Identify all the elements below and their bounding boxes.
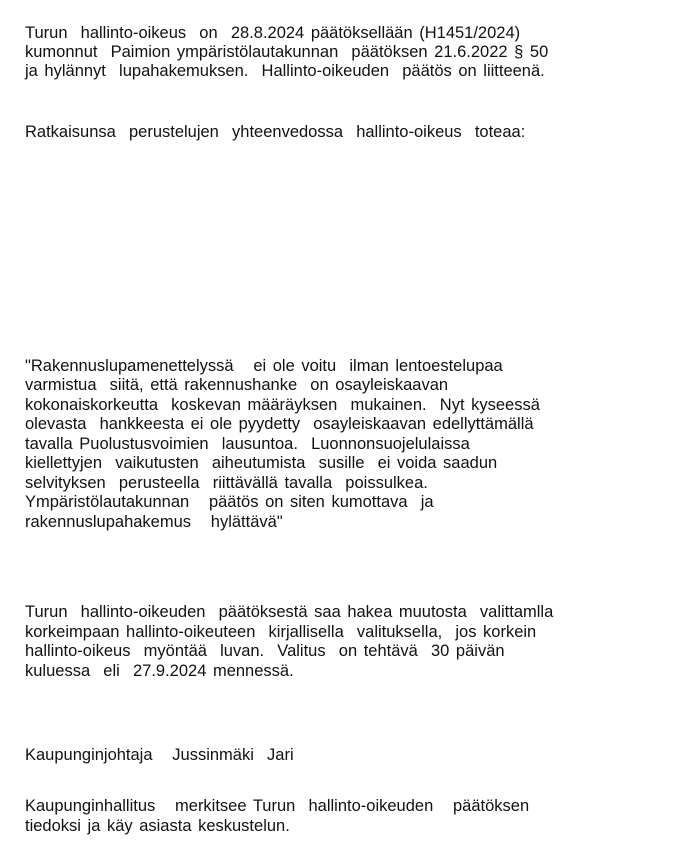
text-line: selvityksen perusteella riittävällä tavalla poissulkea. [25,474,428,492]
text-line: "Rakennuslupamenettelyssä ei ole voitu ilman lentoestelupaa [25,357,503,375]
text-line: Kaupunginjohtaja Jussinmäki Jari [25,746,294,764]
text-line: Turun hallinto-oikeuden päätöksestä saa hakea muutosta valittamlla [25,603,554,621]
text-line: kiellettyjen vaikutusten aiheutumista susille ei voida saadun [25,454,498,472]
text-line: Ympäristölautakunnan päätös on siten kumottava ja [25,493,434,511]
text-line: kuluessa eli 27.9.2024 mennessä. [25,662,294,680]
text-line: Turun hallinto-oikeus on 28.8.2024 päätöksellään (H1451/2024) [25,24,521,42]
text-line: tavalla Puolustusvoimien lausuntoa. Luonnonsuojelulaissa [25,435,470,453]
text-line: hallinto-oikeus myöntää luvan. Valitus on tehtävä 30 päivän [25,642,505,660]
text-line: Kaupunginhallitus merkitsee Turun hallinto-oikeuden päätöksen [25,797,530,815]
text-line: kokonaiskorkeutta koskevan määräyksen mukainen. Nyt kyseessä [25,396,540,414]
text-line: Ratkaisunsa perustelujen yhteenvedossa hallinto-oikeus toteaa: [25,123,526,141]
text-line: korkeimpaan hallinto-oikeuteen kirjallisella valituksella, jos korkein [25,623,537,641]
text-line: tiedoksi ja käy asiasta keskustelun. [25,817,290,835]
text-line: rakennuslupahakemus hylättävä" [25,513,283,531]
text-line: olevasta hankkeesta ei ole pyydetty osayleiskaavan edellyttämällä [25,415,534,433]
text-line: kumonnut Paimion ympäristölautakunnan päätöksen 21.6.2022 § 50 [25,43,549,61]
text-line: ja hylännyt lupahakemuksen. Hallinto-oikeuden päätös on liitteenä. [25,62,545,80]
text-line: varmistua siitä, että rakennushanke on osayleiskaavan [25,376,449,394]
